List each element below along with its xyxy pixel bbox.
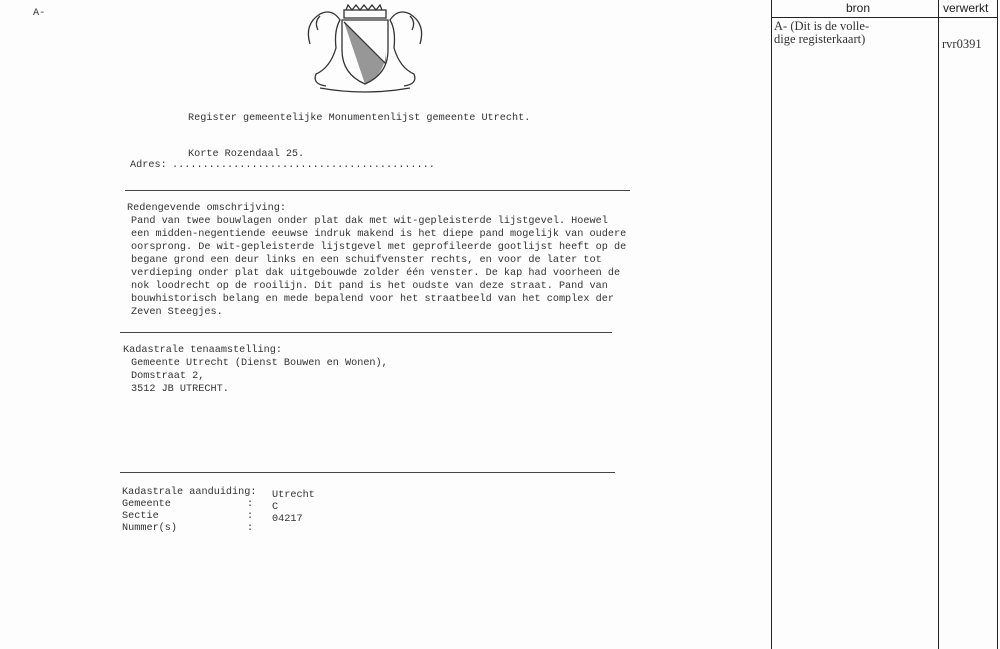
cadastral-value: 04217 [272,514,303,525]
bron-line: dige registerkaart) [774,32,866,46]
cadastral-label: Nummer(s) [122,523,178,534]
bron-line: A- (Dit is de volle- [774,19,870,33]
cadastral-label: Sectie [122,511,159,522]
description-line: Zeven Steegjes. [131,307,223,318]
owner-line: Domstraat 2, [131,371,205,382]
owner-heading: Kadastrale tenaamstelling: [123,345,282,356]
cadastral-label: Gemeente [122,499,171,510]
owner-line: 3512 JB UTRECHT. [131,384,229,395]
description-line: begane grond een deur links en een schuifvenster rechts, en voor de later tot [131,255,602,266]
divider [120,472,615,473]
divider [120,332,612,333]
register-card: A- Register gemeentelijke Monumentenlijst gemeente Utrecht. Korte Rozendaal 25. Adres: ........................................... Redengevende omschrijving: Pand van twee bouwlagen onder plat dak met wit-gepleisterde lijstgevel. Hoewel een midden-negentiende eeuwse indruk makend is het diepe pand mogelijk van oudere oorsprong. De wit-gepleisterde lijstgevel met geprofileerde gootlijst heeft op de begane grond een deur links en een schuifvenster rechts, en voor de later tot verdieping onder plat dak uitgebouwde zolder één venster. De kap had voorheen de nok loodrecht op de rooilijn. Dit pand is het oudste van deze straat. Pand van bouwhistorisch belang en mede bepalend voor het straatbeeld van het complex der Zeven Steegjes. Kadastrale tenaamstelling: Gemeente Utrecht (Dienst Bouwen en Wonen), Domstraat 2, 3512 JB UTRECHT. Kadastrale aanduiding: Gemeente Sectie Nummer(s) : : : Utrecht C 04217 bron verwerkt A- (Dit is de volle- dige registerkaart) rvr0391 [0,0,1000,649]
address-label: Adres: [130,160,167,171]
owner-line: Gemeente Utrecht (Dienst Bouwen en Wonen), [131,358,388,369]
cadastral-value: Utrecht [272,490,315,501]
description-line: een midden-negentiende eeuwse indruk makend is het diepe pand mogelijk van oudere [131,229,627,240]
description-line: nok loodrecht op de rooilijn. Dit pand is het oudste van deze straat. Pand van [131,281,608,292]
description-line: oorsprong. De wit-gepleisterde lijstgevel met geprofileerde gootlijst heeft op de [131,242,627,253]
divider [125,190,630,191]
cadastral-heading: Kadastrale aanduiding: [122,487,257,498]
utrecht-coat-of-arms-logo [300,4,430,96]
description-line: verdieping onder plat dak uitgebouwde zolder één venster. De kap had voorheen de [131,268,621,279]
document-title: Register gemeentelijke Monumentenlijst gemeente Utrecht. [188,113,531,124]
column-header-bron: bron [846,1,871,15]
description-heading: Redengevende omschrijving: [127,203,286,214]
description-line: Pand van twee bouwlagen onder plat dak met wit-gepleisterde lijstgevel. Hoewel [131,216,608,227]
corner-mark: A- [33,8,46,19]
description-line: bouwhistorisch belang en mede bepalend voor het straatbeeld van het complex der [131,294,614,305]
cadastral-value: C [272,502,279,513]
column-header-verwerkt: verwerkt [943,1,989,15]
address-value: Korte Rozendaal 25. [188,149,305,160]
address-dots: ........................................... [172,160,435,171]
verwerkt-code: rvr0391 [942,37,982,51]
